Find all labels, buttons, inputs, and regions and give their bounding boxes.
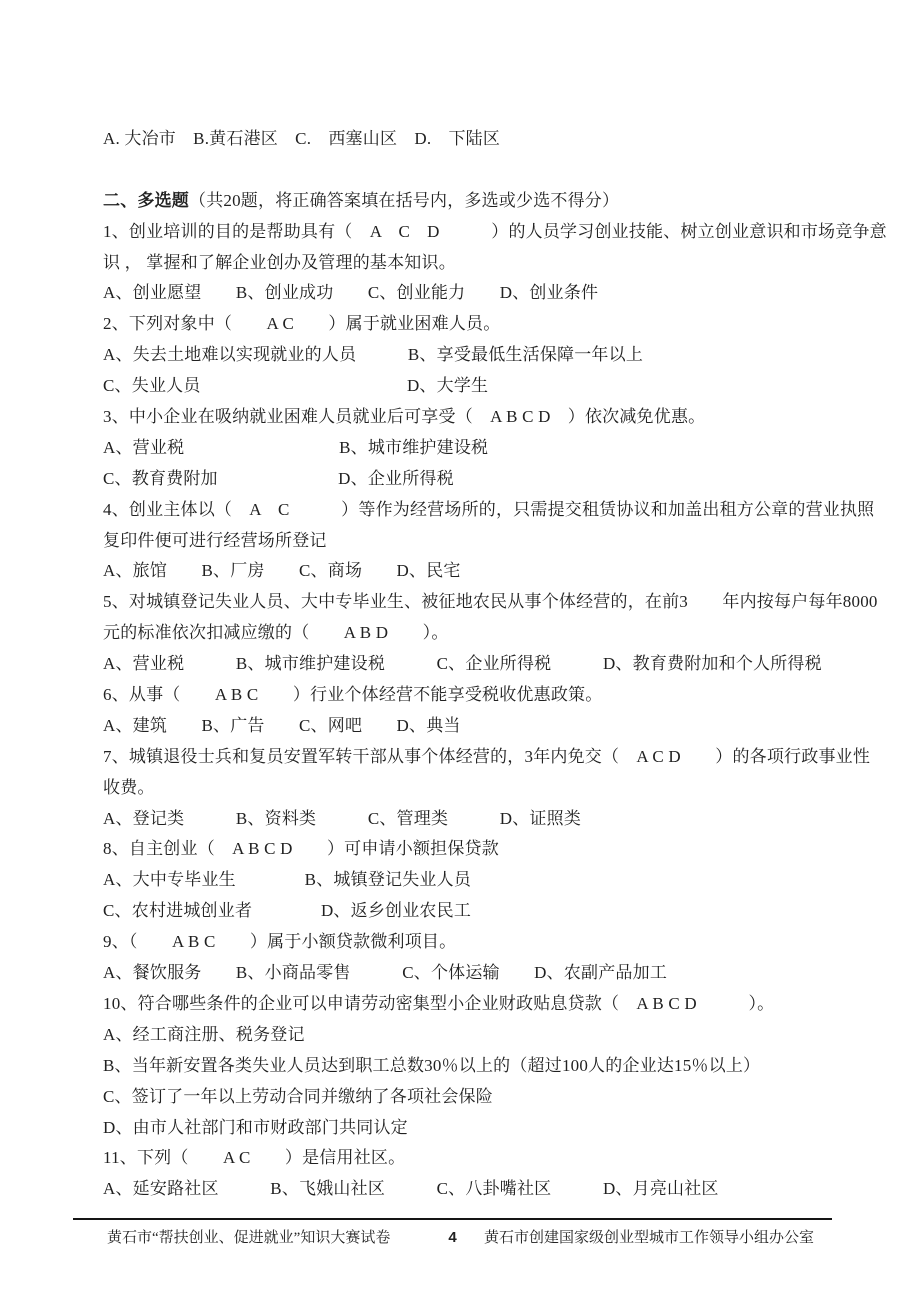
- line-text: 收费。: [103, 777, 155, 797]
- footer-page-number: 4: [448, 1229, 457, 1246]
- line-text: C、农村进城创业者 D、返乡创业农民工: [103, 901, 472, 921]
- line-text: A、营业税 B、城市维护建设税 C、企业所得税 D、教育费附加和个人所得税: [103, 654, 822, 674]
- line-text: 7、城镇退役士兵和复员安置军转干部从事个体经营的，3年内免交（ A C D ）的各项行政事业性: [103, 746, 871, 766]
- document-line: [103, 124, 863, 155]
- document-body: [103, 124, 887, 1205]
- line-text: A、延安路社区 B、飞娥山社区 C、八卦嘴社区 D、月亮山社区: [103, 1179, 719, 1199]
- document-line: [103, 804, 863, 835]
- line-text: C、签订了一年以上劳动合同并缴纳了各项社会保险: [103, 1086, 493, 1106]
- document-line: [103, 309, 863, 340]
- document-line: [103, 217, 887, 248]
- document-line: [103, 773, 863, 804]
- document-line: [103, 155, 863, 186]
- line-text: C、教育费附加 D、企业所得税: [103, 468, 454, 488]
- line-text: 5、对城镇登记失业人员、大中专毕业生、被征地农民从事个体经营的，在前3 年内按每户每年8000: [103, 592, 878, 612]
- footer-row: [73, 1227, 832, 1249]
- document-line: [103, 248, 863, 279]
- document-line: [103, 958, 863, 989]
- document-line: [103, 1020, 863, 1051]
- document-line: [103, 680, 863, 711]
- footer-organizer: 黄石市创建国家级创业型城市工作领导小组办公室: [483, 1230, 814, 1246]
- document-line: [103, 834, 863, 865]
- line-text: 6、从事（ A B C ）行业个体经营不能享受税收优惠政策。: [103, 685, 603, 705]
- document-line: [103, 464, 863, 495]
- document-line: [103, 742, 871, 773]
- footer-exam-title: 黄石市“帮扶创业、促进就业”知识大赛试卷: [107, 1230, 391, 1246]
- line-text: A、创业愿望 B、创业成功 C、创业能力 D、创业条件: [103, 283, 599, 303]
- document-line: [103, 495, 875, 526]
- line-text: 10、符合哪些条件的企业可以申请劳动密集型小企业财政贴息贷款（ A B C D ）。: [103, 993, 775, 1013]
- line-text: 2、下列对象中（ A C ）属于就业困难人员。: [103, 314, 501, 334]
- document-line: [103, 1143, 863, 1174]
- document-line: [103, 896, 863, 927]
- document-line: [103, 1174, 863, 1205]
- document-line: [103, 1082, 863, 1113]
- document-line: [103, 278, 863, 309]
- document-line: [103, 618, 863, 649]
- document-line: [103, 433, 863, 464]
- line-text: A、大中专毕业生 B、城镇登记失业人员: [103, 870, 472, 890]
- document-line: [103, 402, 863, 433]
- line-text: （共20题，将正确答案填在括号内，多选或少选不得分）: [189, 190, 620, 210]
- line-text: 1、创业培训的目的是帮助具有（ A C D ）的人员学习创业技能、树立创业意识和市场竞争意: [103, 221, 887, 241]
- line-text: A、建筑 B、广告 C、网吧 D、典当: [103, 715, 461, 735]
- line-text: B、当年新安置各类失业人员达到职工总数30％以上的（超过100人的企业达15％以上）: [103, 1055, 761, 1075]
- document-line: [103, 865, 863, 896]
- document-line: [103, 649, 863, 680]
- document-line: [103, 711, 863, 742]
- document-line: [103, 927, 863, 958]
- line-text: A、旅馆 B、厂房 C、商场 D、民宅: [103, 561, 461, 581]
- line-text: A、经工商注册、税务登记: [103, 1024, 305, 1044]
- line-text: 复印件便可进行经营场所登记: [103, 530, 327, 550]
- section-heading: 二、多选题: [103, 190, 189, 210]
- section-heading-line: [103, 186, 863, 217]
- document-line: [103, 371, 863, 402]
- line-text: C、失业人员 D、大学生: [103, 376, 489, 396]
- line-text: A、登记类 B、资料类 C、管理类 D、证照类: [103, 808, 582, 828]
- document-line: [103, 989, 863, 1020]
- line-text: 3、中小企业在吸纳就业困难人员就业后可享受（ A B C D ）依次减免优惠。: [103, 407, 706, 427]
- document-line: [103, 1051, 863, 1082]
- line-text: 8、自主创业（ A B C D ）可申请小额担保贷款: [103, 839, 499, 859]
- line-text: A、餐饮服务 B、小商品零售 C、个体运输 D、农副产品加工: [103, 963, 668, 983]
- line-text: 识 ， 掌握和了解企业创办及管理的基本知识。: [103, 252, 456, 272]
- line-text: 9、（ A B C ）属于小额贷款微利项目。: [103, 932, 457, 952]
- line-text: A、营业税 B、城市维护建设税: [103, 437, 489, 457]
- document-line: [103, 526, 863, 557]
- document-line: [103, 1113, 863, 1144]
- line-text: A. 大冶市 B.黄石港区 C. 西塞山区 D. 下陆区: [103, 129, 501, 148]
- document-line: [103, 556, 863, 587]
- page-footer: [73, 1218, 832, 1249]
- document-line: [103, 340, 863, 371]
- document-line: [103, 587, 878, 618]
- line-text: A、失去土地难以实现就业的人员 B、享受最低生活保障一年以上: [103, 345, 644, 365]
- line-text: 11、下列（ A C ）是信用社区。: [103, 1148, 406, 1168]
- line-text: 元的标准依次扣减应缴的（ A B D ）。: [103, 623, 449, 643]
- line-text: D、由市人社部门和市财政部门共同认定: [103, 1117, 408, 1137]
- line-text: 4、创业主体以（ A C ）等作为经营场所的，只需提交租赁协议和加盖出租方公章的营业执照: [103, 499, 875, 519]
